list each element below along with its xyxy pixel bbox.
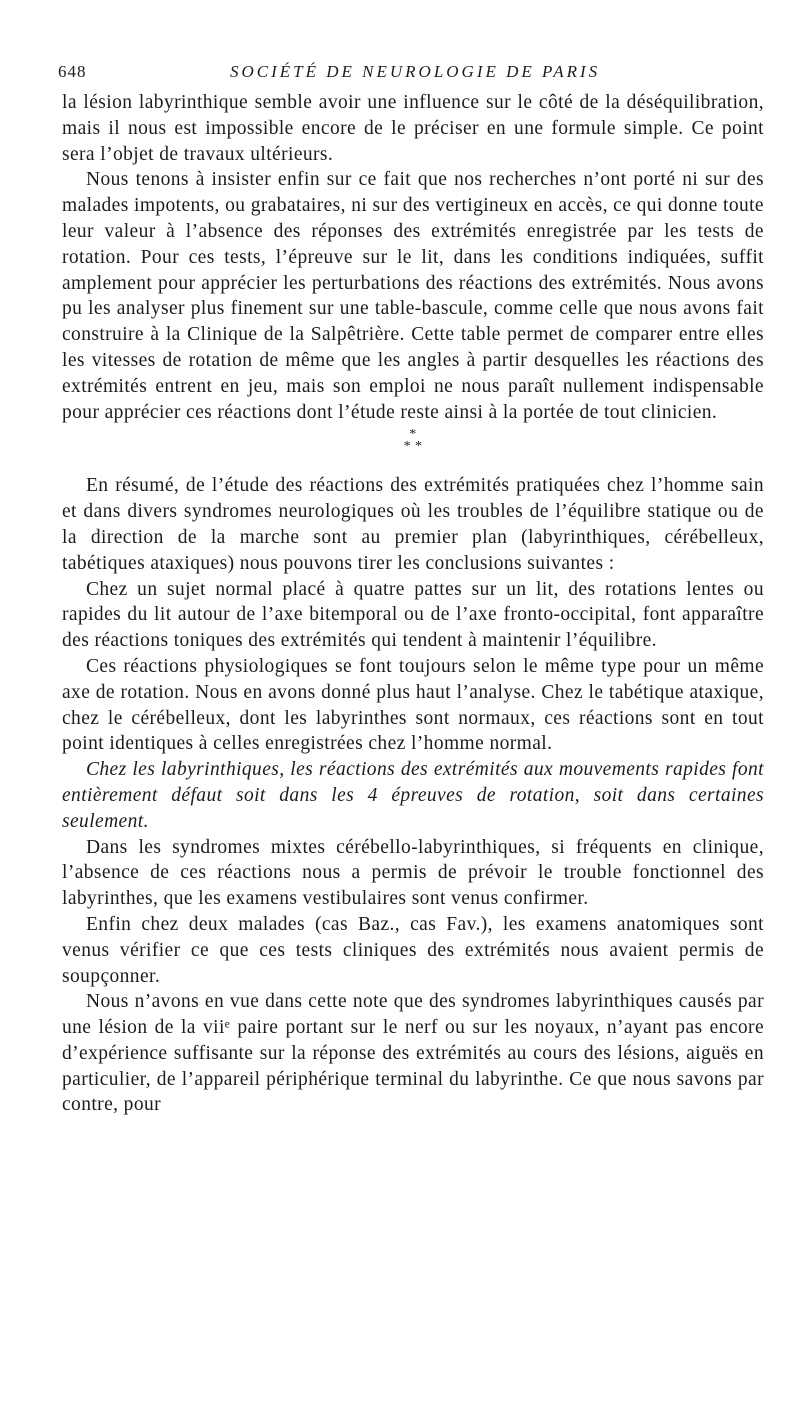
body-text — [62, 90, 764, 1118]
page-number: 648 — [58, 62, 87, 81]
paragraph: Enfin chez deux malades (cas Baz., cas Fav.), les examens anatomiques sont venus vérifier ce que ces tests cliniques des extrémités nous avaient permis de soupçonner. — [62, 913, 764, 987]
paragraph: Chez les labyrinthiques, les réactions des extrémités aux mouvements rapides font entièrement défaut soit dans les 4 épreuves de rotation, soit dans certaines seulement. — [62, 759, 764, 832]
paragraph: En résumé, de l’étude des réactions des extrémités pratiquées chez l’homme sain et dans divers syndromes neurologiques où les troubles de l’équilibre statique ou de la direction de la marche sont au premier plan (labyrinthiques, cérébelleux, tabétiques ataxiques) nous pouvons tirer les conclusions suivantes : — [62, 475, 764, 574]
section-separator — [62, 425, 764, 465]
separator-stars-bottom: * * — [403, 439, 423, 455]
paragraph: Nous n’avons en vue dans cette note que des syndromes labyrinthiques causés par une lésion de la viiᵉ paire portant sur le nerf ou sur les noyaux, n’ayant pas encore d’expérience suffisante sur la réponse des extrémités au cours des lésions, aiguës en particulier, de l’appareil périphérique terminal du labyrinthe. Ce que nous savons par contre, pour — [62, 991, 764, 1116]
paragraph: Ces réactions physiologiques se font toujours selon le même type pour un même axe de rotation. Nous en avons donné plus haut l’analyse. Chez le tabétique ataxique, chez le cérébelleux, dont les labyrinthes sont normaux, ces réactions sont en tout point identiques à celles enregistrées chez l’homme normal. — [62, 655, 764, 755]
running-header — [58, 62, 764, 88]
paragraph: Nous tenons à insister enfin sur ce fait que nos recherches n’ont porté ni sur des malades impotents, ou grabataires, ni sur des vertigineux en accès, ce qui donne toute leur valeur à l’absence des réponses des extrémités enregistrée par les tests de rotation. Pour ces tests, l’épreuve sur le lit, dans les conditions indiquées, suffit amplement pour apprécier les perturbations des réactions des extrémités. Nous avons pu les analyser plus finement sur une table-bascule, comme celle que nous avons fait construire à la Clinique de la Salpêtrière. Cette table permet de comparer entre elles les vitesses de rotation de même que les angles à partir desquelles les réactions des extrémités entrent en jeu, mais son emploi ne nous paraît nullement indispensable pour apprécier ces réactions dont l’étude reste ainsi à la portée de tout clinicien. — [62, 169, 764, 423]
paragraph: Chez un sujet normal placé à quatre pattes sur un lit, des rotations lentes ou rapides du lit autour de l’axe bitemporal ou de l’axe fronto-occipital, font apparaître des réactions toniques des extrémités qui tendent à maintenir l’équilibre. — [62, 578, 764, 652]
paragraph: Dans les syndromes mixtes cérébello-labyrinthiques, si fréquents en clinique, l’absence de ces réactions nous a permis de prévoir le trouble fonctionnel des labyrinthes, que les examens vestibulaires sont venus confirmer. — [62, 836, 764, 910]
paragraph: la lésion labyrinthique semble avoir une influence sur le côté de la déséquilibration, mais il nous est impossible encore de le préciser en une formule simple. Ce point sera l’objet de travaux ultérieurs. — [62, 92, 764, 165]
separator-star-top: * — [409, 427, 417, 443]
running-title: SOCIÉTÉ DE NEUROLOGIE DE PARIS — [230, 62, 601, 81]
